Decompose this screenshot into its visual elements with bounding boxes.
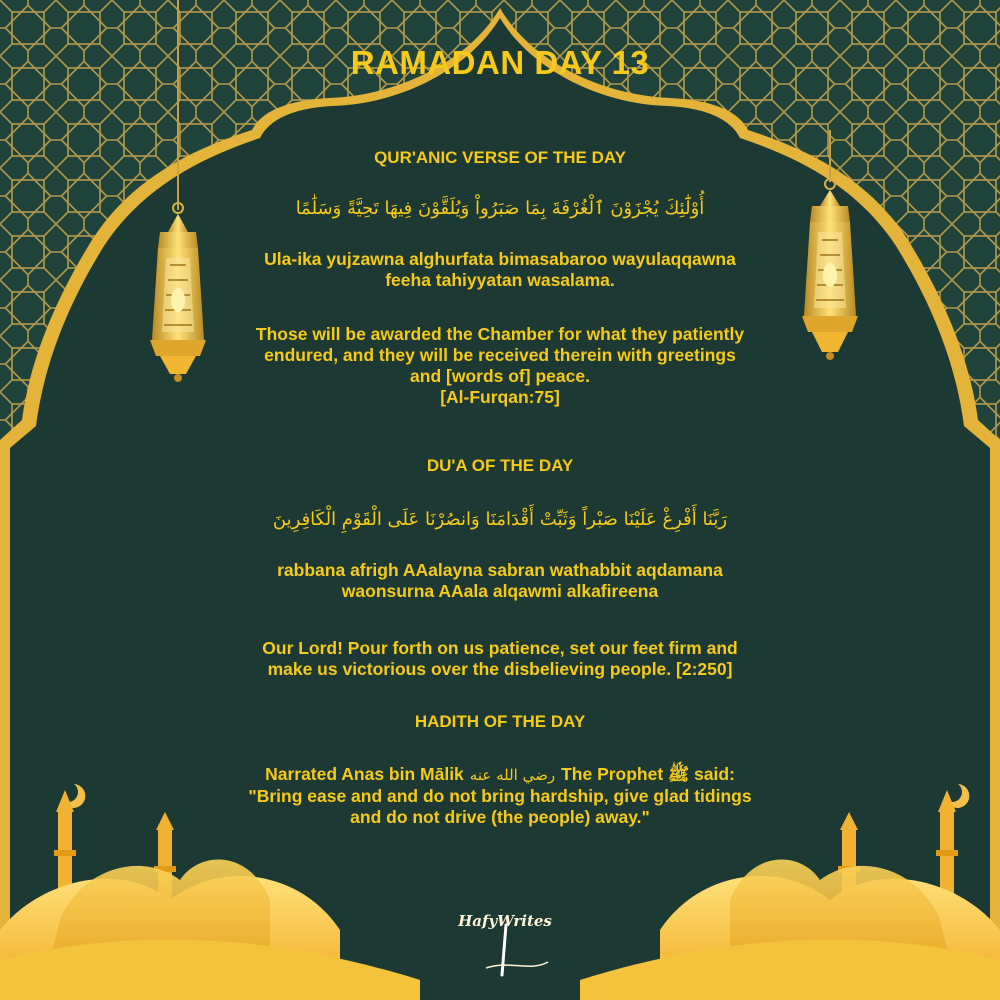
hadith-text-line: "Bring ease and and do not bring hardship, give glad tidings [248, 786, 752, 806]
quran-translation-line: Those will be awarded the Chamber for what they patiently [255, 324, 745, 344]
dua-transliteration-line: waonsurna AAala alqawmi alkafireena [341, 581, 659, 601]
dua-transliteration-line: rabbana afrigh AAalayna sabran wathabbit aqdamana [277, 560, 723, 580]
hadith-narrator-line [0, 764, 1000, 786]
quran-translation-line: endured, and they will be received therein with greetings [264, 345, 736, 365]
dua-translation-line: make us victorious over the disbelieving people. [2:250] [267, 659, 733, 679]
hadith-prophet: The Prophet ﷺ said: [561, 764, 735, 784]
dua-arabic: رَبَّنَا أَفْرِغْ عَلَيْنَا صَبْراً وَثَبِّتْ أَقْدَامَنَا وَانصُرْنَا عَلَى الْقَوْمِ الْكَافِرِينَ [272, 509, 728, 530]
page-title: RAMADAN DAY 13 [350, 44, 650, 81]
signature-logo: HafyWrites [458, 912, 552, 930]
dua-heading: DU'A OF THE DAY [426, 456, 574, 475]
quran-transliteration [0, 249, 1000, 291]
quran-translation-line: and [words of] peace. [410, 366, 590, 386]
dua-transliteration [0, 560, 1000, 602]
dua-translation-line: Our Lord! Pour forth on us patience, set our feet firm and [262, 638, 738, 658]
hadith-text-line: and do not drive (the people) away." [350, 807, 650, 827]
hadith-honorific: رضي الله عنه [469, 766, 556, 784]
quran-transliteration-line: feeha tahiyyatan wasalama. [385, 270, 615, 290]
hadith-body [0, 764, 1000, 828]
quran-reference: [Al-Furqan:75] [440, 387, 560, 407]
quran-heading: QUR'ANIC VERSE OF THE DAY [374, 148, 626, 167]
dua-translation [0, 638, 1000, 680]
quran-transliteration-line: Ula-ika yujzawna alghurfata bimasabaroo wayulaqqawna [264, 249, 736, 269]
quran-translation [0, 324, 1000, 408]
hadith-heading: HADITH OF THE DAY [414, 712, 586, 731]
hadith-narrator: Narrated Anas bin Mālik [265, 764, 464, 784]
quran-arabic: أُوْلَٰٓئِكَ يُجْزَوْنَ ٱلْغُرْفَةَ بِمَا صَبَرُواْ وَيُلَقَّوْنَ فِيهَا تَحِيَّةً وَسَلَٰمًا [295, 198, 705, 219]
